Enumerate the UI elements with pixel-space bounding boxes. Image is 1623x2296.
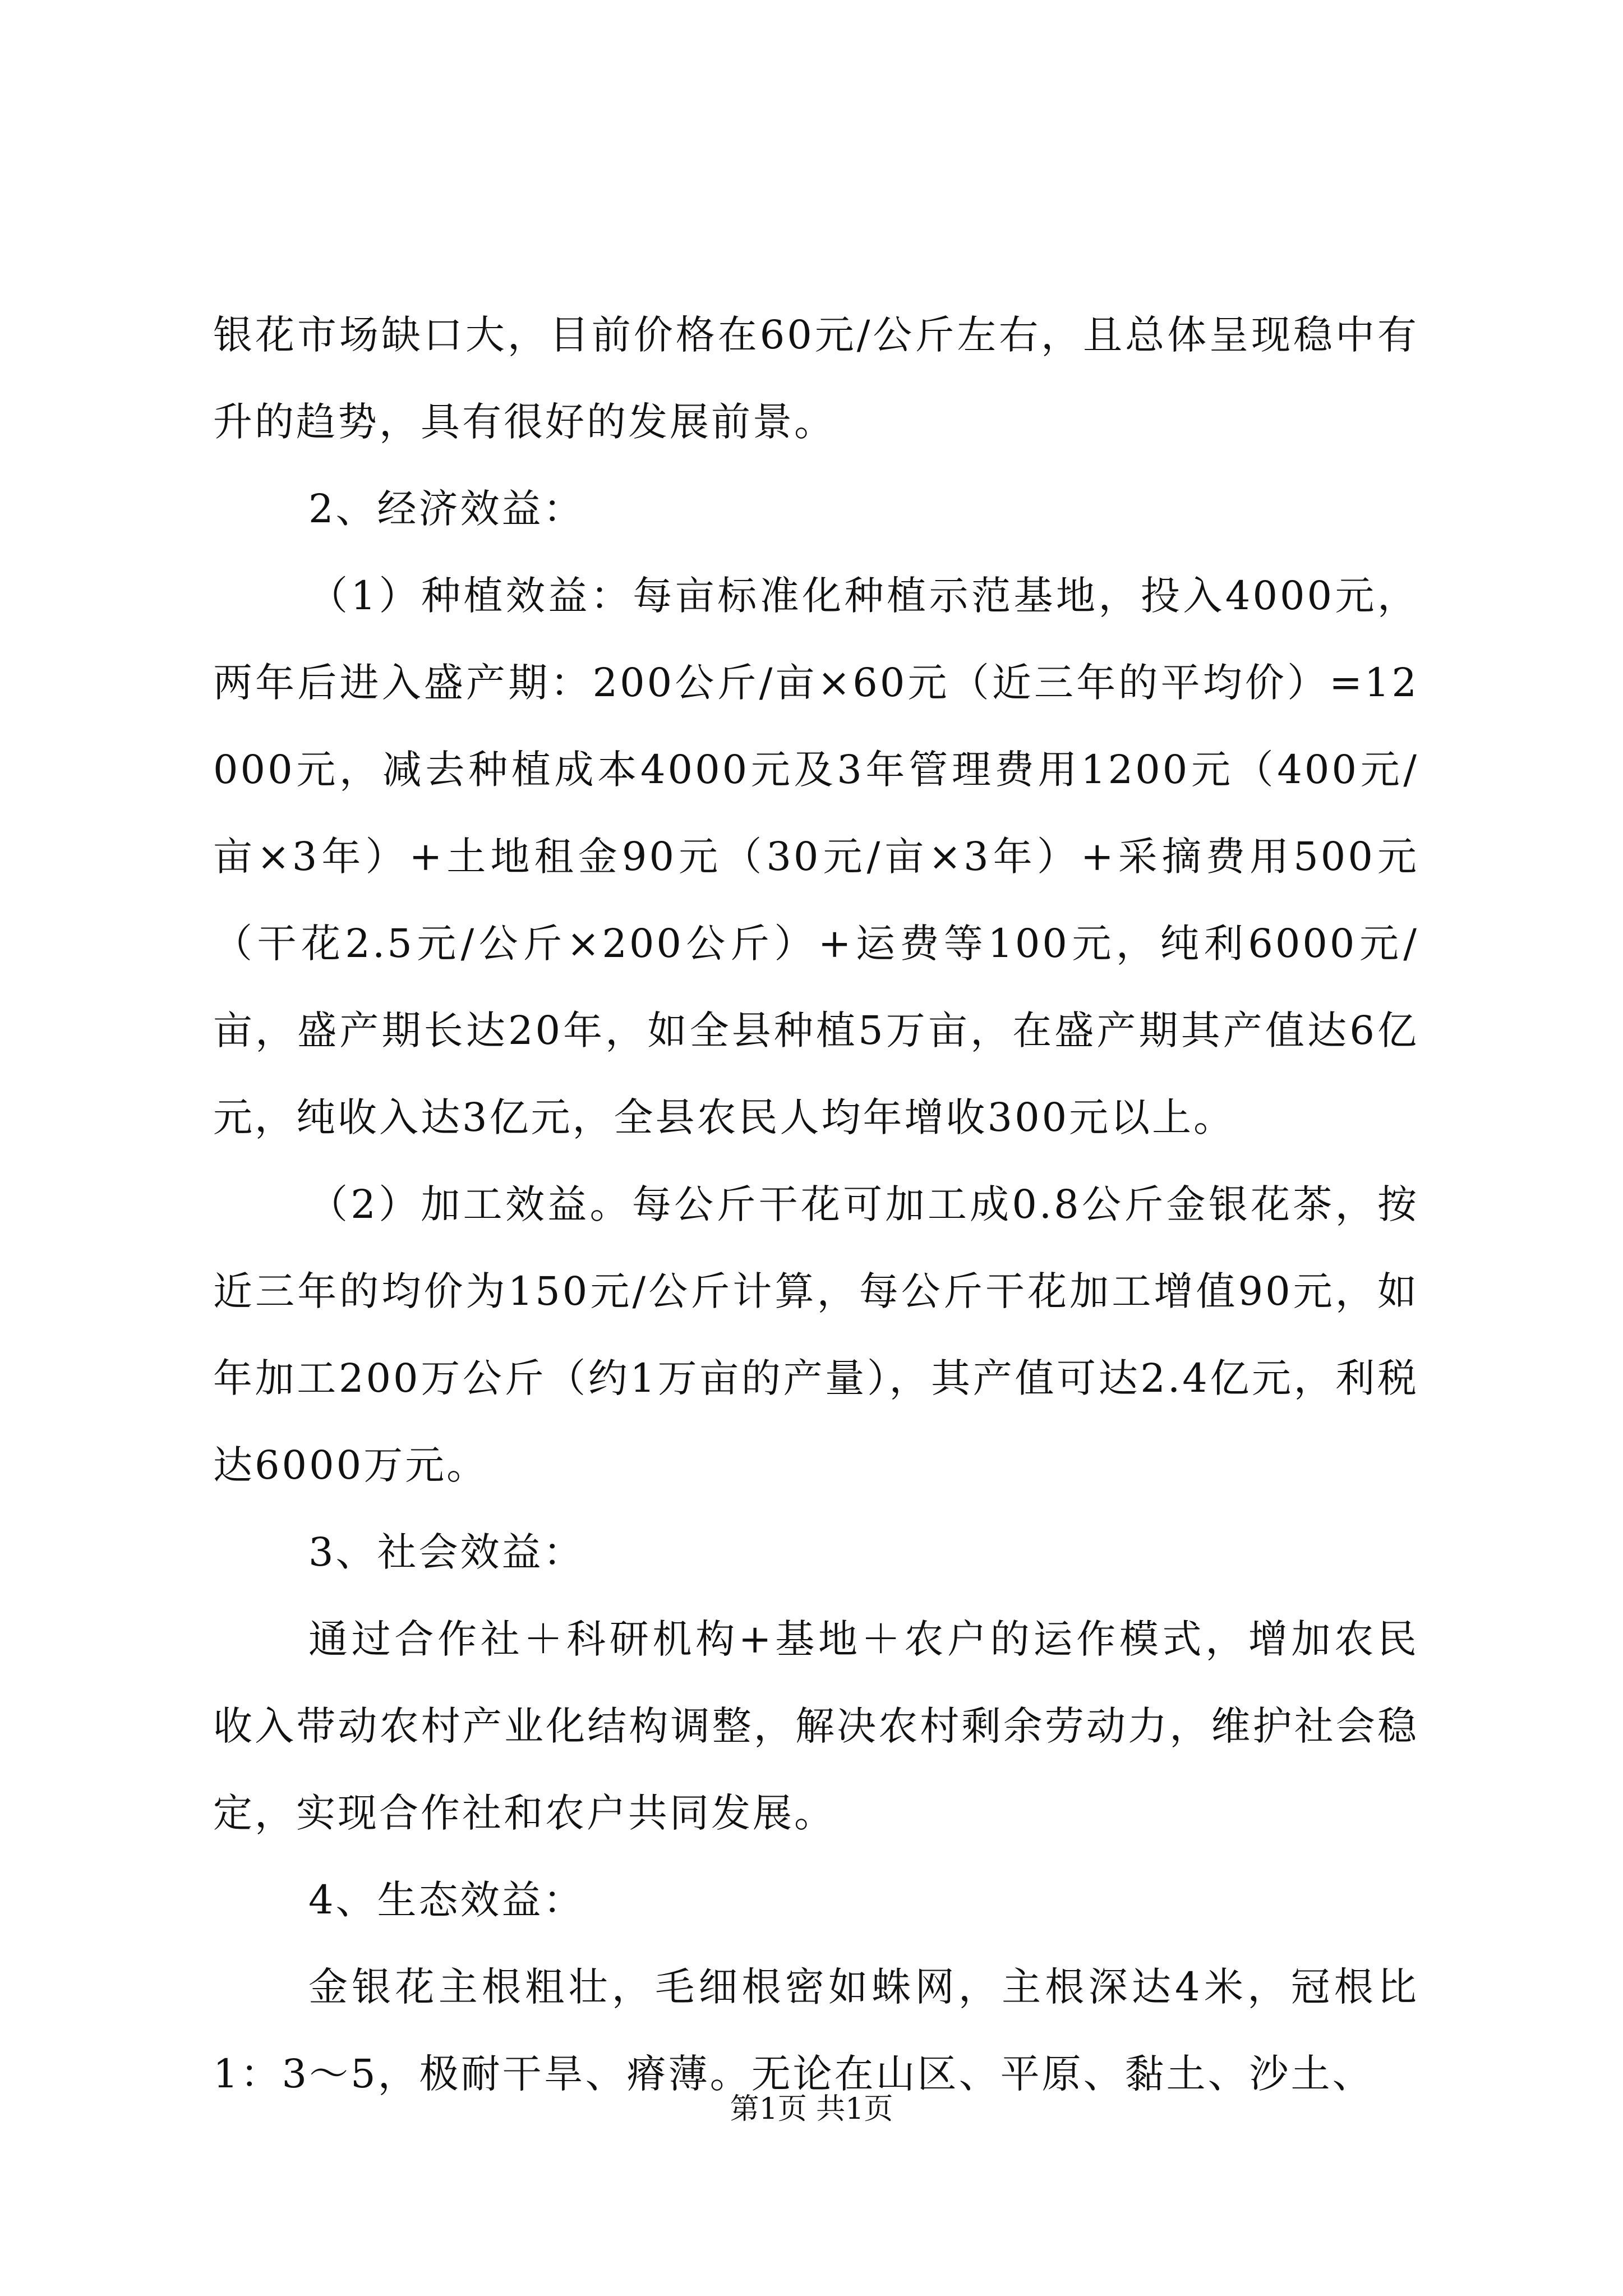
paragraph-social-benefits: 通过合作社＋科研机构+基地＋农户的运作模式，增加农民收入带动农村产业化结构调整，解决农村剩余劳动力，维护社会稳定，实现合作社和农户共同发展。 xyxy=(213,1616,1419,1836)
heading-economic-benefits: 2、经济效益： xyxy=(308,486,585,532)
heading-ecological-benefits: 4、生态效益： xyxy=(308,1877,585,1923)
page-footer xyxy=(0,2087,1623,2132)
document-body xyxy=(213,292,1419,2118)
paragraph-planting-benefits: （1）种植效益：每亩标准化种植示范基地，投入4000元，两年后进入盛产期：200公斤/亩×60元（近三年的平均价）=12000元，减去种植成本4000元及3年管理费用1200元（400元/亩×3年）+土地租金90元（30元/亩×3年）+采摘费用500元（干花2.5元/公斤×200公斤）+运费等100元，纯利6000元/亩，盛产期长达20年，如全县种植5万亩，在盛产期其产值达6亿元，纯收入达3亿元，全县农民人均年增收300元以上。 xyxy=(213,573,1419,1140)
page-number-label: 第1页 共1页 xyxy=(730,2092,893,2126)
paragraph-market-outlook: 银花市场缺口大，目前价格在60元/公斤左右，且总体呈现稳中有升的趋势，具有很好的发展前景。 xyxy=(213,312,1419,445)
paragraph-ecological-benefits: 金银花主根粗壮，毛细根密如蛛网，主根深达4米，冠根比1：3～5，极耐干旱、瘠薄。无论在山区、平原、黏土、沙土、 xyxy=(213,1964,1419,2097)
paragraph-processing-benefits: （2）加工效益。每公斤干花可加工成0.8公斤金银花茶，按近三年的均价为150元/公斤计算，每公斤干花加工增值90元，如年加工200万公斤（约1万亩的产量），其产值可达2.4亿元，利税达6000万元。 xyxy=(213,1181,1419,1488)
heading-social-benefits: 3、社会效益： xyxy=(308,1529,585,1575)
